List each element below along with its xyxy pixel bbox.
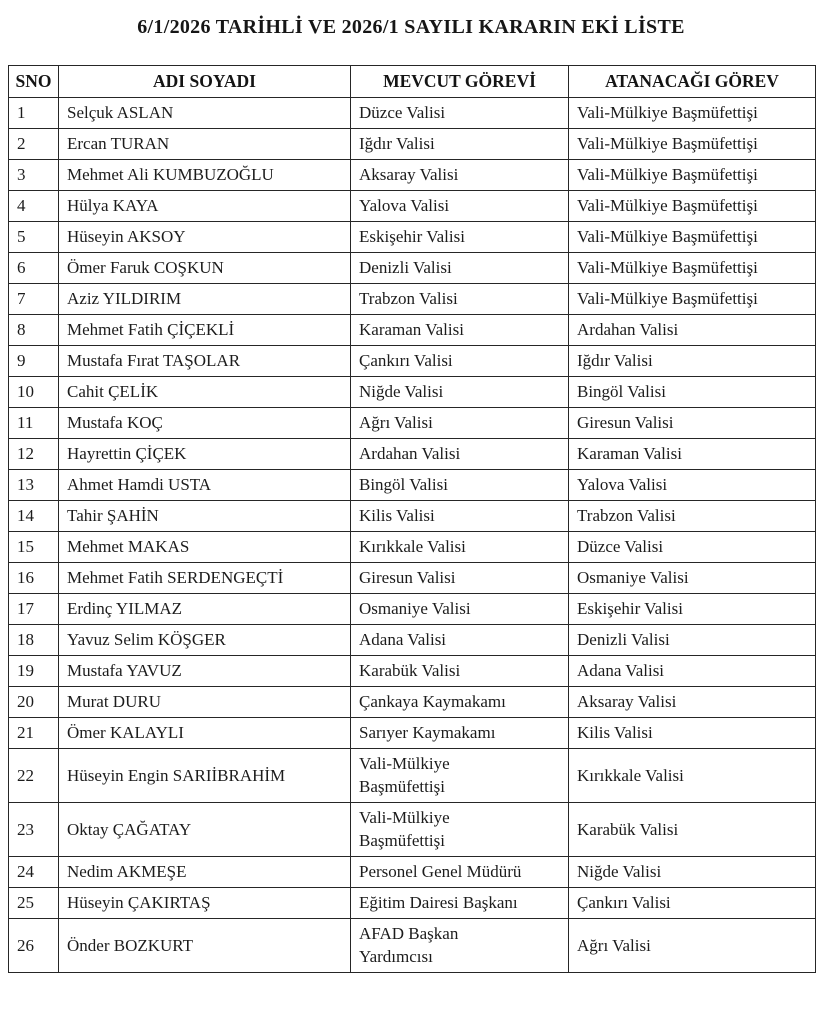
appointments-table xyxy=(8,65,816,973)
person-name-cell: Selçuk ASLAN xyxy=(59,98,351,129)
row-number-cell: 3 xyxy=(9,160,59,191)
current-duty-cell xyxy=(351,439,569,470)
person-name-cell: Nedim AKMEŞE xyxy=(59,857,351,888)
current-duty-text: Personel Genel Müdürü xyxy=(359,862,522,881)
table-row xyxy=(9,749,816,803)
current-duty-cell xyxy=(351,284,569,315)
current-duty-cell xyxy=(351,315,569,346)
appointed-duty-cell: Karabük Valisi xyxy=(569,803,816,857)
person-name-cell: Erdinç YILMAZ xyxy=(59,594,351,625)
table-row xyxy=(9,656,816,687)
table-row xyxy=(9,191,816,222)
header-sno: SNO xyxy=(9,66,59,98)
row-number-cell: 10 xyxy=(9,377,59,408)
appointed-duty-cell: Ağrı Valisi xyxy=(569,919,816,973)
row-number-cell: 26 xyxy=(9,919,59,973)
person-name-cell: Ercan TURAN xyxy=(59,129,351,160)
row-number-cell: 9 xyxy=(9,346,59,377)
row-number-cell: 12 xyxy=(9,439,59,470)
table-row xyxy=(9,129,816,160)
appointed-duty-cell: Adana Valisi xyxy=(569,656,816,687)
current-duty-cell xyxy=(351,656,569,687)
appointed-duty-cell: Iğdır Valisi xyxy=(569,346,816,377)
row-number-cell: 21 xyxy=(9,718,59,749)
person-name-cell: Ahmet Hamdi USTA xyxy=(59,470,351,501)
current-duty-cell xyxy=(351,501,569,532)
row-number-cell: 24 xyxy=(9,857,59,888)
table-row xyxy=(9,919,816,973)
current-duty-cell xyxy=(351,222,569,253)
current-duty-cell xyxy=(351,563,569,594)
appointed-duty-cell: Vali-Mülkiye Başmüfettişi xyxy=(569,222,816,253)
table-row xyxy=(9,501,816,532)
current-duty-text: Aksaray Valisi xyxy=(359,165,459,184)
table-row xyxy=(9,625,816,656)
appointed-duty-cell: Vali-Mülkiye Başmüfettişi xyxy=(569,98,816,129)
table-body xyxy=(9,98,816,973)
person-name-cell: Aziz YILDIRIM xyxy=(59,284,351,315)
current-duty-cell xyxy=(351,888,569,919)
appointed-duty-cell: Vali-Mülkiye Başmüfettişi xyxy=(569,284,816,315)
current-duty-text: Kilis Valisi xyxy=(359,506,435,525)
current-duty-cell xyxy=(351,191,569,222)
person-name-cell: Mehmet Fatih ÇİÇEKLİ xyxy=(59,315,351,346)
row-number-cell: 2 xyxy=(9,129,59,160)
current-duty-cell xyxy=(351,408,569,439)
table-row xyxy=(9,532,816,563)
current-duty-text: Kırıkkale Valisi xyxy=(359,537,466,556)
table-row xyxy=(9,439,816,470)
row-number-cell: 13 xyxy=(9,470,59,501)
current-duty-text: Bingöl Valisi xyxy=(359,475,448,494)
table-row xyxy=(9,408,816,439)
current-duty-text: Giresun Valisi xyxy=(359,568,456,587)
person-name-cell: Cahit ÇELİK xyxy=(59,377,351,408)
current-duty-text: Denizli Valisi xyxy=(359,258,452,277)
person-name-cell: Mehmet Fatih SERDENGEÇTİ xyxy=(59,563,351,594)
table-row xyxy=(9,253,816,284)
document-title: 6/1/2026 TARİHLİ VE 2026/1 SAYILI KARARIN EKİ LİSTE xyxy=(137,16,685,38)
appointed-duty-cell: Karaman Valisi xyxy=(569,439,816,470)
appointed-duty-cell: Düzce Valisi xyxy=(569,532,816,563)
current-duty-cell xyxy=(351,160,569,191)
current-duty-cell xyxy=(351,594,569,625)
appointed-duty-cell: Eskişehir Valisi xyxy=(569,594,816,625)
current-duty-cell xyxy=(351,803,569,857)
current-duty-cell xyxy=(351,129,569,160)
header-current-duty: MEVCUT GÖREVİ xyxy=(351,66,569,98)
row-number-cell: 20 xyxy=(9,687,59,718)
table-row xyxy=(9,888,816,919)
appointed-duty-cell: Vali-Mülkiye Başmüfettişi xyxy=(569,191,816,222)
table-row xyxy=(9,803,816,857)
table-row xyxy=(9,160,816,191)
table-row xyxy=(9,98,816,129)
header-appointed-duty: ATANACAĞI GÖREV xyxy=(569,66,816,98)
current-duty-cell xyxy=(351,687,569,718)
person-name-cell: Oktay ÇAĞATAY xyxy=(59,803,351,857)
row-number-cell: 22 xyxy=(9,749,59,803)
appointed-duty-cell: Denizli Valisi xyxy=(569,625,816,656)
current-duty-text: Adana Valisi xyxy=(359,630,447,649)
current-duty-text: Niğde Valisi xyxy=(359,382,444,401)
person-name-cell: Yavuz Selim KÖŞGER xyxy=(59,625,351,656)
header-name: ADI SOYADI xyxy=(59,66,351,98)
appointed-duty-cell: Vali-Mülkiye Başmüfettişi xyxy=(569,129,816,160)
table-row xyxy=(9,718,816,749)
table-row xyxy=(9,284,816,315)
current-duty-cell xyxy=(351,749,569,803)
current-duty-cell xyxy=(351,377,569,408)
table-row xyxy=(9,315,816,346)
current-duty-cell xyxy=(351,253,569,284)
current-duty-text: Ardahan Valisi xyxy=(359,444,461,463)
current-duty-cell xyxy=(351,98,569,129)
person-name-cell: Mustafa Fırat TAŞOLAR xyxy=(59,346,351,377)
row-number-cell: 6 xyxy=(9,253,59,284)
row-number-cell: 18 xyxy=(9,625,59,656)
row-number-cell: 11 xyxy=(9,408,59,439)
appointed-duty-cell: Bingöl Valisi xyxy=(569,377,816,408)
row-number-cell: 16 xyxy=(9,563,59,594)
person-name-cell: Ömer Faruk COŞKUN xyxy=(59,253,351,284)
current-duty-text: AFAD Başkan Yardımcısı xyxy=(359,924,459,966)
person-name-cell: Murat DURU xyxy=(59,687,351,718)
person-name-cell: Mustafa KOÇ xyxy=(59,408,351,439)
current-duty-text: Sarıyer Kaymakamı xyxy=(359,723,496,742)
appointed-duty-cell: Ardahan Valisi xyxy=(569,315,816,346)
person-name-cell: Hüseyin Engin SARIİBRAHİM xyxy=(59,749,351,803)
row-number-cell: 19 xyxy=(9,656,59,687)
appointed-duty-cell: Kilis Valisi xyxy=(569,718,816,749)
appointed-duty-cell: Niğde Valisi xyxy=(569,857,816,888)
current-duty-cell xyxy=(351,625,569,656)
person-name-cell: Hayrettin ÇİÇEK xyxy=(59,439,351,470)
current-duty-cell xyxy=(351,346,569,377)
table-row xyxy=(9,857,816,888)
current-duty-text: Eğitim Dairesi Başkanı xyxy=(359,893,518,912)
current-duty-text: Vali-Mülkiye Başmüfettişi xyxy=(359,754,450,796)
person-name-cell: Hüseyin ÇAKIRTAŞ xyxy=(59,888,351,919)
person-name-cell: Mustafa YAVUZ xyxy=(59,656,351,687)
current-duty-text: Osmaniye Valisi xyxy=(359,599,471,618)
row-number-cell: 14 xyxy=(9,501,59,532)
row-number-cell: 17 xyxy=(9,594,59,625)
row-number-cell: 5 xyxy=(9,222,59,253)
row-number-cell: 23 xyxy=(9,803,59,857)
person-name-cell: Hüseyin AKSOY xyxy=(59,222,351,253)
table-row xyxy=(9,687,816,718)
row-number-cell: 1 xyxy=(9,98,59,129)
row-number-cell: 7 xyxy=(9,284,59,315)
person-name-cell: Tahir ŞAHİN xyxy=(59,501,351,532)
table-row xyxy=(9,563,816,594)
current-duty-text: Karaman Valisi xyxy=(359,320,464,339)
current-duty-text: Ağrı Valisi xyxy=(359,413,433,432)
current-duty-text: Karabük Valisi xyxy=(359,661,461,680)
current-duty-cell xyxy=(351,919,569,973)
person-name-cell: Mehmet Ali KUMBUZOĞLU xyxy=(59,160,351,191)
current-duty-text: Vali-Mülkiye Başmüfettişi xyxy=(359,808,450,850)
person-name-cell: Önder BOZKURT xyxy=(59,919,351,973)
table-row xyxy=(9,594,816,625)
current-duty-text: Çankırı Valisi xyxy=(359,351,453,370)
current-duty-text: Yalova Valisi xyxy=(359,196,450,215)
current-duty-text: Iğdır Valisi xyxy=(359,134,435,153)
current-duty-text: Çankaya Kaymakamı xyxy=(359,692,506,711)
current-duty-cell xyxy=(351,718,569,749)
appointed-duty-cell: Yalova Valisi xyxy=(569,470,816,501)
appointed-duty-cell: Çankırı Valisi xyxy=(569,888,816,919)
appointed-duty-cell: Trabzon Valisi xyxy=(569,501,816,532)
current-duty-cell xyxy=(351,470,569,501)
table-row xyxy=(9,222,816,253)
row-number-cell: 4 xyxy=(9,191,59,222)
current-duty-text: Düzce Valisi xyxy=(359,103,446,122)
current-duty-text: Eskişehir Valisi xyxy=(359,227,465,246)
person-name-cell: Ömer KALAYLI xyxy=(59,718,351,749)
appointed-duty-cell: Aksaray Valisi xyxy=(569,687,816,718)
current-duty-cell xyxy=(351,532,569,563)
table-row xyxy=(9,346,816,377)
appointed-duty-cell: Osmaniye Valisi xyxy=(569,563,816,594)
person-name-cell: Hülya KAYA xyxy=(59,191,351,222)
appointed-duty-cell: Vali-Mülkiye Başmüfettişi xyxy=(569,160,816,191)
person-name-cell: Mehmet MAKAS xyxy=(59,532,351,563)
row-number-cell: 25 xyxy=(9,888,59,919)
current-duty-cell xyxy=(351,857,569,888)
row-number-cell: 15 xyxy=(9,532,59,563)
table-header-row xyxy=(9,66,816,98)
appointed-duty-cell: Kırıkkale Valisi xyxy=(569,749,816,803)
current-duty-text: Trabzon Valisi xyxy=(359,289,458,308)
appointed-duty-cell: Giresun Valisi xyxy=(569,408,816,439)
table-row xyxy=(9,470,816,501)
table-row xyxy=(9,377,816,408)
appointed-duty-cell: Vali-Mülkiye Başmüfettişi xyxy=(569,253,816,284)
row-number-cell: 8 xyxy=(9,315,59,346)
